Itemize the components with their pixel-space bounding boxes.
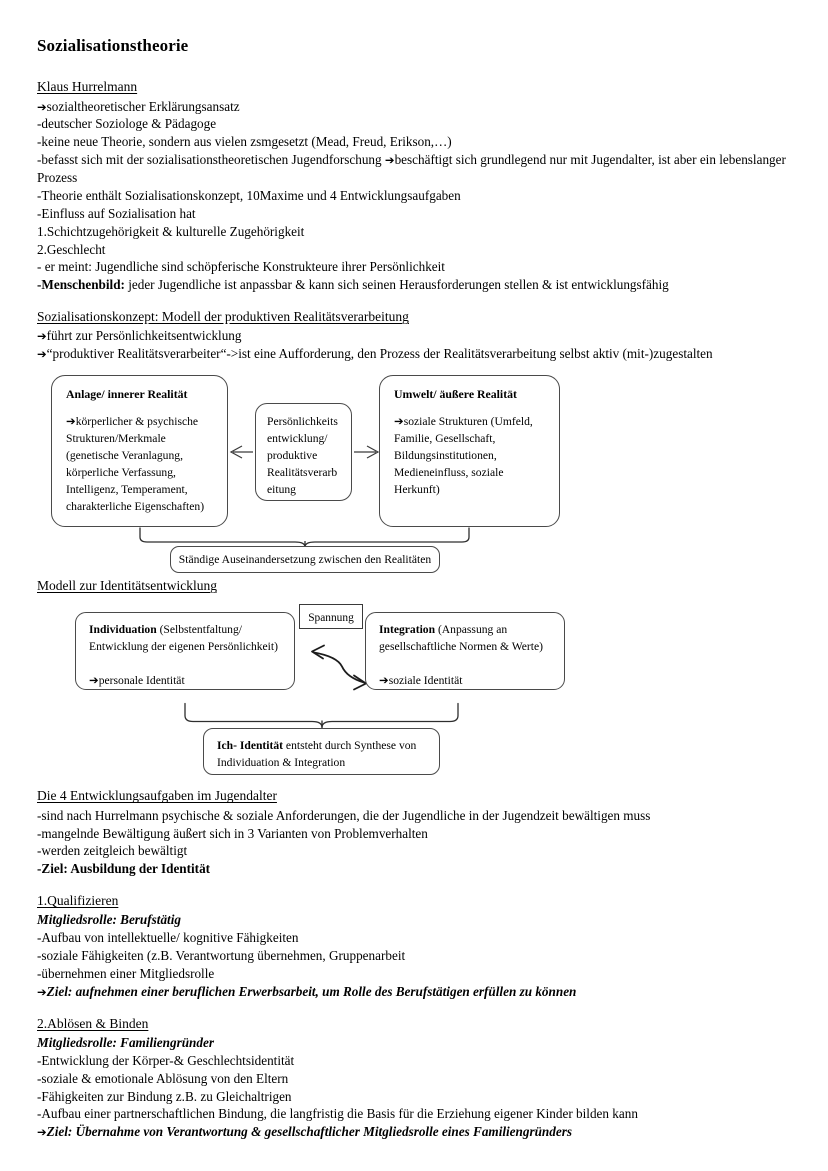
diagram2-box-spannung (299, 604, 363, 629)
box-ich-body: entsteht durch Synthese von Individuation & Integration (217, 739, 417, 770)
intro-line-4: -befasst sich mit der sozialisationstheoretischen Jugendforschung ➔beschäftigt sich grundlegend nur mit Jugendalter, ist aber ein lebenslanger Prozess (37, 152, 786, 186)
ea-line-3: -werden zeitgleich bewältigt (37, 843, 188, 859)
konzept-line-1: ➔führt zur Persönlichkeitsentwicklung (37, 328, 242, 344)
page-title: Sozialisationstheorie (37, 36, 189, 55)
section-heading-qualifizieren: 1.Qualifizieren (37, 893, 119, 909)
section-entwicklungsaufgaben (37, 787, 797, 806)
arrow-icon: ➔ (37, 1125, 47, 1140)
ea-line-2: -mangelnde Bewältigung äußert sich in 3 Varianten von Problemverhalten (37, 825, 428, 841)
section-heading-abloesen-binden: 2.Ablösen & Binden (37, 1015, 149, 1031)
arrow-icon: ➔ (37, 347, 47, 362)
konzept-line-2: ➔“produktiver Realitätsverarbeiter“->ist eine Aufforderung, den Prozess der Realitätsverarbeitung selbst aktiv (mit-)zugestalten (37, 346, 713, 362)
arrow-icon: ➔ (37, 99, 47, 114)
diagram-realitaetsverarbeitung (37, 369, 797, 577)
intro-line-8: 2.Geschlecht (37, 241, 106, 257)
section-heading-hurrelmann: Klaus Hurrelmann (37, 79, 138, 95)
diagram1-box-anlage (51, 375, 228, 527)
diagram-identitaetsentwicklung (37, 602, 797, 787)
intro-line-menschenbild (37, 276, 797, 294)
diagram1-box-persoenlichkeitsentwicklung (255, 403, 352, 501)
box-individuation-title: Individuation (89, 623, 157, 637)
section-aufgabe-1 (37, 892, 797, 911)
box-spannung-label: Spannung (308, 611, 354, 624)
arrow-icon: ➔ (37, 984, 47, 999)
box-staendige-body: Ständige Auseinandersetzung zwischen den Realitäten (178, 553, 432, 567)
section-identitaetsentwicklung (37, 577, 797, 596)
aufgabe2-ziel: ➔Ziel: Übernahme von Verantwortung & gesellschaftlicher Mitgliedsrolle eines Familiengründers (37, 1124, 572, 1140)
ea-ziel: -Ziel: Ausbildung der Identität (37, 861, 211, 877)
intro-line-7: 1.Schichtzugehörigkeit & kulturelle Zugehörigkeit (37, 223, 305, 239)
aufgabe2-line-1: -Entwicklung der Körper-& Geschlechtsidentität (37, 1052, 295, 1068)
aufgabe2-line-3: -Fähigkeiten zur Bindung z.B. zu Gleichaltrigen (37, 1088, 292, 1104)
menschenbild-label: -Menschenbild: (37, 277, 125, 293)
intro-line-1: ➔sozialtheoretischer Erklärungsansatz (37, 98, 240, 114)
diagram2-box-integration (365, 612, 565, 690)
diagram2-box-individuation (75, 612, 295, 690)
aufgabe1-line-1: -Aufbau von intellektuelle/ kognitive Fähigkeiten (37, 930, 299, 946)
diagram2-box-ich-identitaet (203, 728, 440, 775)
intro-line-5: -Theorie enthält Sozialisationskonzept, 10Maxime und 4 Entwicklungsaufgaben (37, 187, 461, 203)
box-anlage-title: Anlage/ innerer Realität (66, 387, 188, 402)
box-anlage-body: ➔körperlicher & psychische Strukturen/Merkmale (genetische Veranlagung, körperliche Verfassung, Intelligenz, Temperament, charakterliche Eigenschaften) (66, 415, 205, 514)
intro-line-6: -Einfluss auf Sozialisation hat (37, 205, 196, 221)
aufgabe2-rolle: Mitgliedsrolle: Familiengründer (37, 1034, 214, 1050)
box-umwelt-title: Umwelt/ äußere Realität (394, 387, 517, 402)
box-umwelt-body: ➔soziale Strukturen (Umfeld, Familie, Gesellschaft, Bildungsinstitutionen, Medieneinfluss, soziale Herkunft) (394, 415, 533, 497)
aufgabe1-ziel: ➔Ziel: aufnehmen einer beruflichen Erwerbsarbeit, um Rolle des Berufstätigen erfüllen zu können (37, 983, 577, 999)
intro-line-3: -keine neue Theorie, sondern aus vielen zsmgesetzt (Mead, Freud, Erikson,…) (37, 134, 452, 150)
document-content (37, 36, 797, 1141)
intro-line-9: - er meint: Jugendliche sind schöpferische Konstrukteure ihrer Persönlichkeit (37, 259, 445, 275)
box-integration-subtitle: (Anpassung an gesellschaftliche Normen & Werte) (379, 623, 543, 654)
arrow-icon: ➔ (384, 153, 395, 168)
arrow-icon: ➔ (37, 329, 47, 344)
section-heading-identitaet: Modell zur Identitätsentwicklung (37, 578, 217, 594)
aufgabe1-line-3: -übernehmen einer Mitgliedsrolle (37, 965, 215, 981)
box-integration-result: ➔soziale Identität (379, 673, 463, 687)
aufgabe2-line-2: -soziale & emotionale Ablösung von den Eltern (37, 1070, 289, 1086)
box-pe-body: Persönlichkeits entwicklung/ produktive Realitätsverarb eitung (267, 415, 338, 497)
intro-line-2: -deutscher Soziologe & Pädagoge (37, 116, 217, 132)
diagram1-box-umwelt (379, 375, 560, 527)
section-heading-sozialisationskonzept: Sozialisationskonzept: Modell der produktiven Realitätsverarbeitung (37, 309, 409, 325)
ea-line-1: -sind nach Hurrelmann psychische & soziale Anforderungen, die der Jugendliche in der Jugendzeit bewältigen muss (37, 807, 651, 823)
section-aufgabe-2 (37, 1015, 797, 1034)
diagram1-box-staendige-auseinandersetzung (170, 546, 440, 573)
section-heading-entwicklungsaufgaben: Die 4 Entwicklungsaufgaben im Jugendalter (37, 788, 277, 804)
section-intro (37, 78, 797, 97)
box-individuation-subtitle: (Selbstentfaltung/ Entwicklung der eigenen Persönlichkeit) (89, 623, 278, 654)
aufgabe2-line-4: -Aufbau einer partnerschaftlichen Bindung, die langfristig die Basis für die Erziehung eigener Kinder bilden kann (37, 1106, 638, 1122)
box-individuation-result: ➔personale Identität (89, 673, 185, 687)
aufgabe1-rolle: Mitgliedsrolle: Berufstätig (37, 912, 181, 928)
box-integration-title: Integration (379, 623, 436, 637)
aufgabe1-line-2: -soziale Fähigkeiten (z.B. Verantwortung übernehmen, Gruppenarbeit (37, 948, 406, 964)
box-ich-title: Ich- Identität (217, 739, 284, 753)
menschenbild-text: jeder Jugendliche ist anpassbar & kann sich seinen Herausforderungen stellen & ist entwicklungsfähig (124, 277, 669, 293)
section-sozialisationskonzept (37, 308, 797, 327)
